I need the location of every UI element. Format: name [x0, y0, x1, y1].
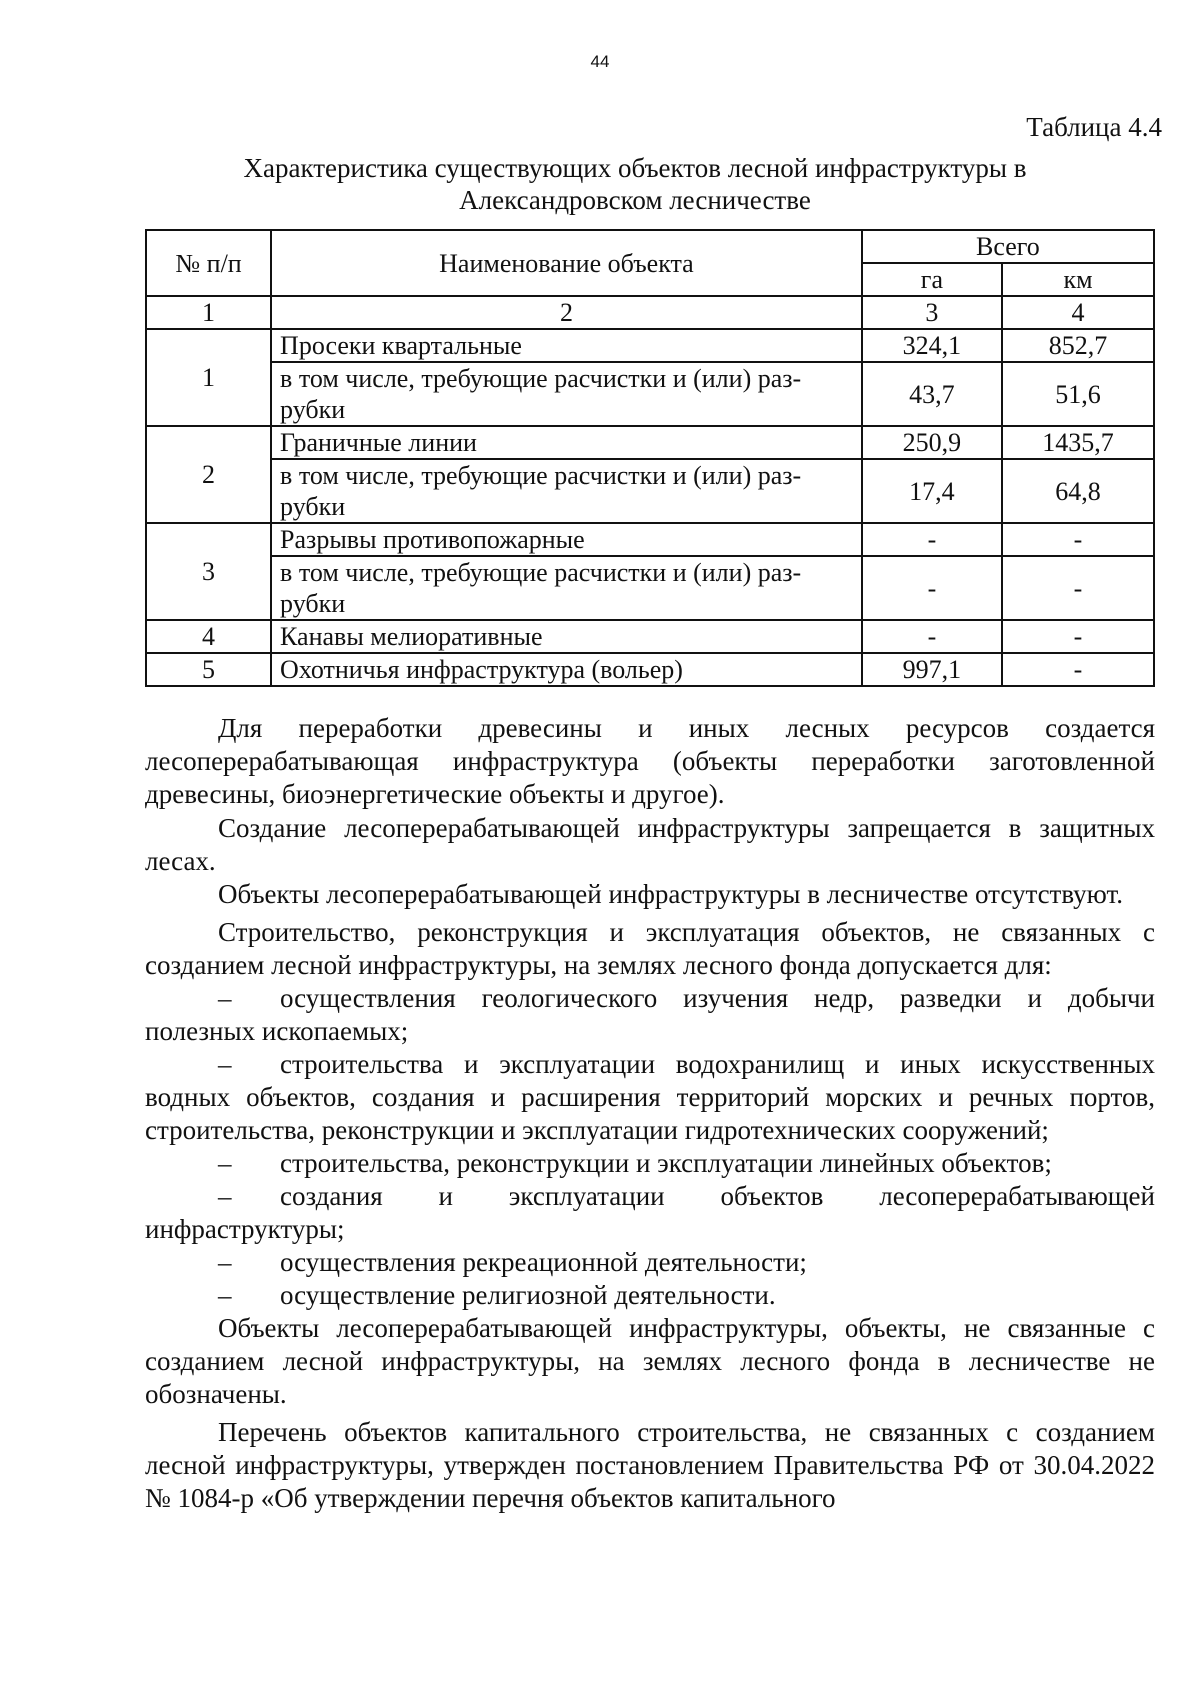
value-km: 64,8 [1002, 459, 1154, 523]
value-km: - [1002, 620, 1154, 653]
table-row [146, 426, 1154, 459]
paragraph: Перечень объектов капитального строительства, не связанных с созданием лесной инфраструктуры, утвержден постановлением Правительства РФ от 30.04.2022 № 1084-р «Об утверждении перечня объектов капитального [145, 1416, 1155, 1513]
value-km: 1435,7 [1002, 426, 1154, 459]
row-number: 1 [146, 329, 271, 426]
list-item-text: строительства, реконструкции и эксплуатации линейных объектов; [280, 1148, 1052, 1178]
list-item-text: осуществления геологического изучения недр, разведки и добычи полезных ископаемых; [145, 983, 1155, 1046]
list-item [145, 1180, 1155, 1246]
page-number: 44 [590, 52, 610, 71]
table-row [146, 459, 1154, 523]
column-number: 4 [1002, 296, 1154, 329]
value-ha: 324,1 [862, 329, 1002, 362]
column-number: 3 [862, 296, 1002, 329]
paragraph: Объекты лесоперерабатывающей инфраструктуры, объекты, не связанные с созданием лесной инфраструктуры, на землях лесного фонда в лесничестве не обозначены. [145, 1313, 1155, 1409]
table-label: Таблица 4.4 [1026, 112, 1162, 142]
list-item-text: создания и эксплуатации объектов лесоперерабатывающей инфраструктуры; [145, 1181, 1155, 1244]
list-item [145, 1147, 1155, 1180]
table-row [146, 523, 1154, 556]
header-row-1 [146, 230, 1154, 263]
column-number: 2 [271, 296, 862, 329]
infrastructure-table [145, 229, 1155, 687]
header-ha: га [862, 263, 1002, 296]
column-number-row [146, 296, 1154, 329]
table-row [146, 329, 1154, 362]
dash-marker: – [218, 1049, 232, 1079]
row-number: 5 [146, 653, 271, 686]
value-km: - [1002, 523, 1154, 556]
table-row [146, 556, 1154, 620]
value-ha: 43,7 [862, 362, 1002, 426]
list-item-text: осуществление религиозной деятельности. [280, 1280, 776, 1310]
value-km: - [1002, 556, 1154, 620]
table-row [146, 620, 1154, 653]
value-ha: 997,1 [862, 653, 1002, 686]
value-ha: - [862, 523, 1002, 556]
list-item-text: строительства и эксплуатации водохранилищ и иных искусственных водных объектов, создания и расширения территорий морских и речных портов, строительства, реконструкции и эксплуатации гидротехнических сооружений; [145, 1049, 1155, 1145]
header-num: № п/п [146, 230, 271, 296]
table-row [146, 653, 1154, 686]
row-number: 4 [146, 620, 271, 653]
value-ha: 17,4 [862, 459, 1002, 523]
value-ha: - [862, 556, 1002, 620]
value-km: 51,6 [1002, 362, 1154, 426]
dash-marker: – [218, 983, 232, 1013]
column-number: 1 [146, 296, 271, 329]
dash-marker: – [218, 1247, 232, 1277]
table-title: Характеристика существующих объектов лесной инфраструктуры в Александровском лесничестве [243, 153, 1027, 215]
value-km: 852,7 [1002, 329, 1154, 362]
row-number: 2 [146, 426, 271, 523]
value-km: - [1002, 653, 1154, 686]
object-name: в том числе, требующие расчистки и (или) раз-рубки [271, 459, 862, 523]
value-ha: - [862, 620, 1002, 653]
dash-marker: – [218, 1181, 232, 1211]
object-name: Разрывы противопожарные [271, 523, 862, 556]
header-name: Наименование объекта [271, 230, 862, 296]
list-item [145, 1279, 1155, 1312]
object-name: Охотничья инфраструктура (вольер) [271, 653, 862, 686]
paragraph: Объекты лесоперерабатывающей инфраструктуры в лесничестве отсутствуют. [218, 879, 1124, 909]
dash-marker: – [218, 1148, 232, 1178]
object-name: в том числе, требующие расчистки и (или) раз-рубки [271, 362, 862, 426]
list-item-text: осуществления рекреационной деятельности; [280, 1247, 807, 1277]
paragraph: Для переработки древесины и иных лесных ресурсов создается лесоперерабатывающая инфраструктура (объекты переработки заготовленной древесины, биоэнергетические объекты и другое). [145, 713, 1155, 809]
paragraph: Создание лесоперерабатывающей инфраструктуры запрещается в защитных лесах. [145, 812, 1155, 876]
dash-marker: – [218, 1280, 232, 1310]
header-total: Всего [862, 230, 1154, 263]
list-item [145, 1246, 1155, 1279]
paragraph: Строительство, реконструкция и эксплуатация объектов, не связанных с созданием лесной инфраструктуры, на землях лесного фонда допускается для: [145, 916, 1155, 980]
header-km: км [1002, 263, 1154, 296]
object-name: в том числе, требующие расчистки и (или) раз-рубки [271, 556, 862, 620]
object-name: Канавы мелиоративные [271, 620, 862, 653]
list-item [145, 982, 1155, 1048]
list-item [145, 1048, 1155, 1147]
body-text [145, 712, 1155, 1515]
object-name: Граничные линии [271, 426, 862, 459]
value-ha: 250,9 [862, 426, 1002, 459]
object-name: Просеки квартальные [271, 329, 862, 362]
row-number: 3 [146, 523, 271, 620]
table-row [146, 362, 1154, 426]
